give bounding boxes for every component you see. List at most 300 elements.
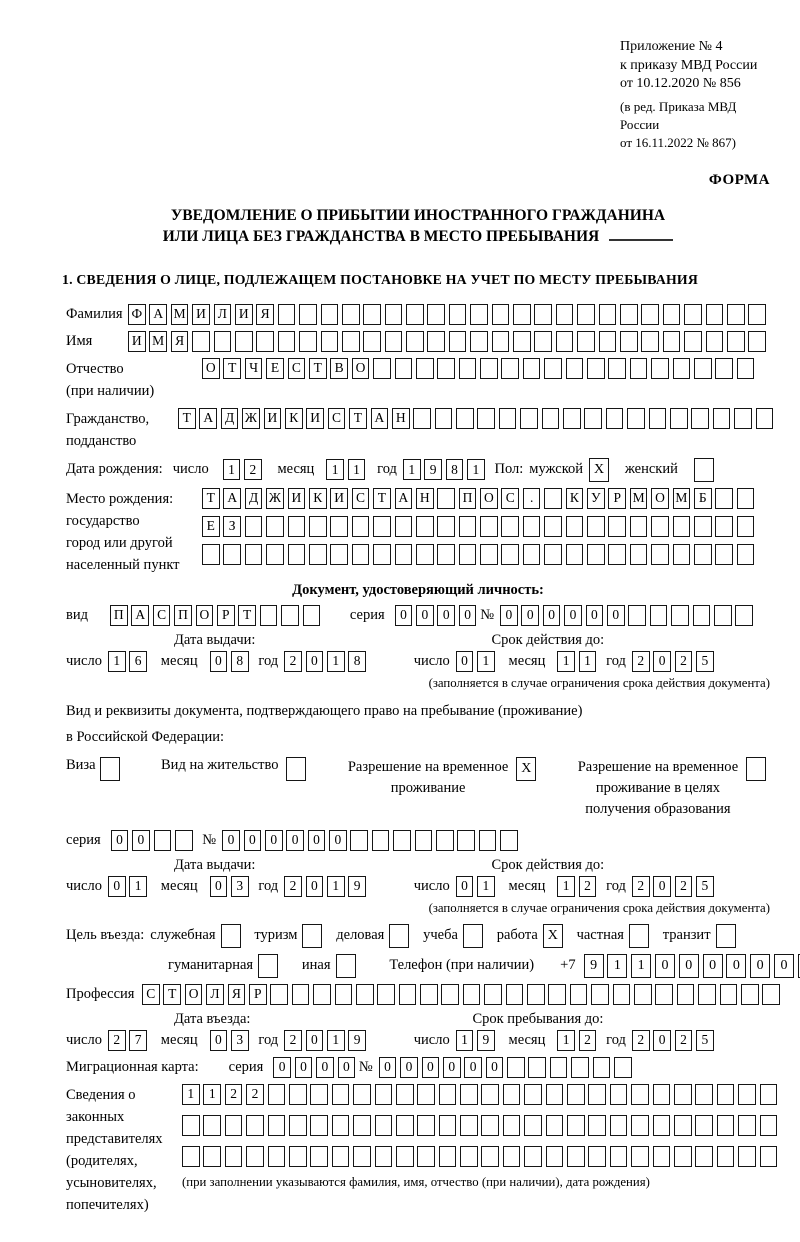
char-cell[interactable]: 1 <box>403 459 421 480</box>
char-cell[interactable] <box>548 984 566 1005</box>
char-cell[interactable]: 1 <box>607 954 627 978</box>
char-cell[interactable] <box>330 544 348 565</box>
char-cell[interactable] <box>741 984 759 1005</box>
char-cell[interactable]: 2 <box>284 1030 302 1051</box>
char-cell[interactable] <box>631 1115 649 1136</box>
char-cell[interactable] <box>221 924 241 948</box>
char-cell[interactable] <box>756 408 774 429</box>
char-cell[interactable]: С <box>501 488 519 509</box>
char-cell[interactable] <box>385 304 403 325</box>
char-cell[interactable]: 5 <box>696 1030 714 1051</box>
char-cell[interactable] <box>289 1084 307 1105</box>
char-cell[interactable]: 9 <box>424 459 442 480</box>
study-checkbox[interactable] <box>463 924 487 948</box>
doc-valid-day-boxes[interactable] <box>456 651 499 672</box>
char-cell[interactable] <box>416 516 434 537</box>
char-cell[interactable] <box>406 304 424 325</box>
char-cell[interactable]: Л <box>206 984 224 1005</box>
char-cell[interactable] <box>437 488 455 509</box>
char-cell[interactable] <box>599 304 617 325</box>
char-cell[interactable] <box>353 1115 371 1136</box>
char-cell[interactable]: 0 <box>308 830 326 851</box>
char-cell[interactable] <box>321 331 339 352</box>
char-cell[interactable] <box>501 544 519 565</box>
char-cell[interactable] <box>342 304 360 325</box>
char-cell[interactable]: 2 <box>225 1084 243 1105</box>
char-cell[interactable]: И <box>264 408 282 429</box>
char-cell[interactable]: 0 <box>210 876 228 897</box>
char-cell[interactable] <box>649 408 667 429</box>
char-cell[interactable] <box>439 1084 457 1105</box>
char-cell[interactable] <box>760 1084 778 1105</box>
char-cell[interactable]: 8 <box>231 651 249 672</box>
char-cell[interactable] <box>332 1146 350 1167</box>
char-cell[interactable] <box>506 984 524 1005</box>
char-cell[interactable] <box>375 1146 393 1167</box>
char-cell[interactable] <box>748 331 766 352</box>
char-cell[interactable] <box>614 1057 632 1078</box>
char-cell[interactable] <box>313 984 331 1005</box>
char-cell[interactable]: 1 <box>108 651 126 672</box>
char-cell[interactable] <box>567 1115 585 1136</box>
char-cell[interactable] <box>481 1115 499 1136</box>
char-cell[interactable] <box>460 1115 478 1136</box>
char-cell[interactable] <box>563 408 581 429</box>
char-cell[interactable]: 7 <box>129 1030 147 1051</box>
char-cell[interactable] <box>534 304 552 325</box>
char-cell[interactable] <box>720 984 738 1005</box>
char-cell[interactable] <box>281 605 299 626</box>
char-cell[interactable]: 2 <box>284 651 302 672</box>
char-cell[interactable] <box>507 1057 525 1078</box>
char-cell[interactable] <box>527 984 545 1005</box>
char-cell[interactable]: 0 <box>316 1057 334 1078</box>
char-cell[interactable] <box>571 1057 589 1078</box>
char-cell[interactable] <box>566 516 584 537</box>
char-cell[interactable] <box>413 408 431 429</box>
patronymic-boxes[interactable] <box>202 358 758 379</box>
char-cell[interactable]: 2 <box>108 1030 126 1051</box>
char-cell[interactable] <box>593 1057 611 1078</box>
char-cell[interactable] <box>441 984 459 1005</box>
char-cell[interactable] <box>439 1115 457 1136</box>
char-cell[interactable] <box>587 516 605 537</box>
char-cell[interactable] <box>373 516 391 537</box>
char-cell[interactable]: 1 <box>326 459 344 480</box>
char-cell[interactable]: К <box>309 488 327 509</box>
char-cell[interactable]: Я <box>228 984 246 1005</box>
char-cell[interactable] <box>459 544 477 565</box>
char-cell[interactable]: А <box>131 605 149 626</box>
char-cell[interactable] <box>457 830 475 851</box>
char-cell[interactable] <box>546 1084 564 1105</box>
char-cell[interactable] <box>716 924 736 948</box>
citizenship-boxes[interactable] <box>178 408 777 429</box>
char-cell[interactable] <box>225 1115 243 1136</box>
char-cell[interactable] <box>245 516 263 537</box>
char-cell[interactable] <box>268 1084 286 1105</box>
char-cell[interactable] <box>641 304 659 325</box>
char-cell[interactable] <box>588 1084 606 1105</box>
char-cell[interactable]: 0 <box>774 954 794 978</box>
permit-valid-year-boxes[interactable] <box>632 876 718 897</box>
char-cell[interactable] <box>520 408 538 429</box>
char-cell[interactable] <box>567 1084 585 1105</box>
char-cell[interactable]: С <box>352 488 370 509</box>
char-cell[interactable]: Е <box>266 358 284 379</box>
char-cell[interactable] <box>673 516 691 537</box>
char-cell[interactable]: А <box>395 488 413 509</box>
char-cell[interactable] <box>523 516 541 537</box>
char-cell[interactable]: И <box>235 304 253 325</box>
char-cell[interactable]: 0 <box>543 605 561 626</box>
char-cell[interactable] <box>310 1146 328 1167</box>
char-cell[interactable] <box>613 984 631 1005</box>
char-cell[interactable] <box>439 1146 457 1167</box>
char-cell[interactable] <box>256 331 274 352</box>
char-cell[interactable] <box>713 408 731 429</box>
char-cell[interactable] <box>606 408 624 429</box>
stay-year-boxes[interactable] <box>632 1030 718 1051</box>
char-cell[interactable]: Ж <box>242 408 260 429</box>
char-cell[interactable]: 0 <box>306 651 324 672</box>
char-cell[interactable] <box>737 358 755 379</box>
char-cell[interactable]: Т <box>178 408 196 429</box>
char-cell[interactable]: Е <box>202 516 220 537</box>
char-cell[interactable]: 2 <box>675 1030 693 1051</box>
char-cell[interactable] <box>214 331 232 352</box>
char-cell[interactable]: М <box>673 488 691 509</box>
char-cell[interactable] <box>674 1146 692 1167</box>
char-cell[interactable] <box>546 1115 564 1136</box>
char-cell[interactable] <box>695 1146 713 1167</box>
char-cell[interactable] <box>610 1146 628 1167</box>
char-cell[interactable] <box>321 304 339 325</box>
char-cell[interactable]: Л <box>214 304 232 325</box>
char-cell[interactable] <box>182 1146 200 1167</box>
char-cell[interactable]: . <box>523 488 541 509</box>
char-cell[interactable]: Д <box>245 488 263 509</box>
business-checkbox[interactable] <box>389 924 413 948</box>
char-cell[interactable]: Б <box>694 488 712 509</box>
char-cell[interactable] <box>587 544 605 565</box>
char-cell[interactable] <box>309 516 327 537</box>
char-cell[interactable] <box>663 304 681 325</box>
char-cell[interactable]: С <box>142 984 160 1005</box>
char-cell[interactable]: А <box>199 408 217 429</box>
char-cell[interactable] <box>620 331 638 352</box>
char-cell[interactable] <box>278 331 296 352</box>
char-cell[interactable] <box>694 516 712 537</box>
char-cell[interactable]: 2 <box>675 876 693 897</box>
char-cell[interactable] <box>738 1146 756 1167</box>
sex-male-checkbox[interactable] <box>589 458 613 482</box>
char-cell[interactable] <box>470 331 488 352</box>
char-cell[interactable]: 1 <box>182 1084 200 1105</box>
char-cell[interactable]: 0 <box>379 1057 397 1078</box>
char-cell[interactable]: 5 <box>696 876 714 897</box>
char-cell[interactable] <box>258 954 278 978</box>
char-cell[interactable] <box>714 605 732 626</box>
char-cell[interactable] <box>332 1115 350 1136</box>
char-cell[interactable] <box>481 1084 499 1105</box>
char-cell[interactable]: 0 <box>653 876 671 897</box>
char-cell[interactable] <box>651 358 669 379</box>
char-cell[interactable]: 6 <box>129 651 147 672</box>
char-cell[interactable] <box>599 331 617 352</box>
char-cell[interactable]: Я <box>256 304 274 325</box>
char-cell[interactable]: 0 <box>132 830 150 851</box>
entry-day-boxes[interactable] <box>108 1030 151 1051</box>
char-cell[interactable]: 0 <box>456 651 474 672</box>
char-cell[interactable]: 2 <box>244 459 262 480</box>
char-cell[interactable] <box>663 331 681 352</box>
char-cell[interactable] <box>395 544 413 565</box>
char-cell[interactable] <box>260 605 278 626</box>
temp-residence-checkbox[interactable] <box>516 757 540 781</box>
char-cell[interactable] <box>610 1084 628 1105</box>
char-cell[interactable] <box>760 1146 778 1167</box>
char-cell[interactable] <box>737 516 755 537</box>
char-cell[interactable] <box>627 408 645 429</box>
char-cell[interactable] <box>513 304 531 325</box>
char-cell[interactable] <box>588 1115 606 1136</box>
char-cell[interactable] <box>399 984 417 1005</box>
doc-valid-year-boxes[interactable] <box>632 651 718 672</box>
char-cell[interactable]: 1 <box>327 1030 345 1051</box>
char-cell[interactable]: М <box>149 331 167 352</box>
birthplace-boxes-row1[interactable] <box>202 488 758 509</box>
char-cell[interactable] <box>460 1084 478 1105</box>
char-cell[interactable]: А <box>223 488 241 509</box>
char-cell[interactable] <box>336 954 356 978</box>
char-cell[interactable] <box>760 1115 778 1136</box>
char-cell[interactable] <box>393 830 411 851</box>
char-cell[interactable]: С <box>288 358 306 379</box>
birth-day-boxes[interactable] <box>223 459 266 480</box>
char-cell[interactable]: 0 <box>653 1030 671 1051</box>
profession-boxes[interactable] <box>142 984 784 1005</box>
char-cell[interactable] <box>650 605 668 626</box>
char-cell[interactable] <box>100 757 120 781</box>
char-cell[interactable]: Н <box>416 488 434 509</box>
char-cell[interactable] <box>630 516 648 537</box>
permit-number-boxes[interactable] <box>222 830 521 851</box>
char-cell[interactable] <box>417 1084 435 1105</box>
char-cell[interactable] <box>480 516 498 537</box>
char-cell[interactable] <box>353 1146 371 1167</box>
char-cell[interactable]: 2 <box>675 651 693 672</box>
char-cell[interactable] <box>629 924 649 948</box>
char-cell[interactable] <box>352 516 370 537</box>
char-cell[interactable]: 0 <box>564 605 582 626</box>
char-cell[interactable] <box>588 1146 606 1167</box>
char-cell[interactable]: 0 <box>265 830 283 851</box>
char-cell[interactable] <box>299 331 317 352</box>
char-cell[interactable] <box>694 544 712 565</box>
char-cell[interactable] <box>641 331 659 352</box>
char-cell[interactable] <box>310 1084 328 1105</box>
char-cell[interactable] <box>653 1115 671 1136</box>
char-cell[interactable]: 1 <box>557 876 575 897</box>
char-cell[interactable]: 0 <box>607 605 625 626</box>
permit-issue-year-boxes[interactable] <box>284 876 370 897</box>
char-cell[interactable]: К <box>285 408 303 429</box>
char-cell[interactable]: 0 <box>210 1030 228 1051</box>
char-cell[interactable] <box>631 1146 649 1167</box>
char-cell[interactable] <box>435 408 453 429</box>
char-cell[interactable] <box>655 984 673 1005</box>
doc-kind-boxes[interactable] <box>110 605 324 626</box>
char-cell[interactable] <box>651 544 669 565</box>
char-cell[interactable]: 0 <box>437 605 455 626</box>
char-cell[interactable]: 2 <box>579 876 597 897</box>
char-cell[interactable]: 2 <box>246 1084 264 1105</box>
stay-month-boxes[interactable] <box>557 1030 600 1051</box>
char-cell[interactable] <box>653 1084 671 1105</box>
char-cell[interactable] <box>727 304 745 325</box>
char-cell[interactable] <box>463 984 481 1005</box>
char-cell[interactable] <box>330 516 348 537</box>
char-cell[interactable] <box>524 1146 542 1167</box>
char-cell[interactable] <box>182 1115 200 1136</box>
char-cell[interactable]: И <box>128 331 146 352</box>
char-cell[interactable] <box>677 984 695 1005</box>
char-cell[interactable] <box>335 984 353 1005</box>
char-cell[interactable] <box>695 1115 713 1136</box>
char-cell[interactable]: 0 <box>703 954 723 978</box>
surname-boxes[interactable] <box>128 304 770 325</box>
char-cell[interactable] <box>463 924 483 948</box>
char-cell[interactable]: 0 <box>500 605 518 626</box>
char-cell[interactable]: 0 <box>464 1057 482 1078</box>
char-cell[interactable] <box>484 984 502 1005</box>
char-cell[interactable] <box>691 408 709 429</box>
char-cell[interactable] <box>373 544 391 565</box>
char-cell[interactable] <box>353 1084 371 1105</box>
visa-checkbox[interactable] <box>100 757 124 781</box>
char-cell[interactable] <box>415 830 433 851</box>
char-cell[interactable]: 0 <box>108 876 126 897</box>
char-cell[interactable] <box>608 516 626 537</box>
char-cell[interactable] <box>684 304 702 325</box>
char-cell[interactable] <box>372 830 390 851</box>
char-cell[interactable] <box>715 488 733 509</box>
char-cell[interactable] <box>673 544 691 565</box>
temp-residence-edu-checkbox[interactable] <box>746 757 770 781</box>
char-cell[interactable] <box>373 358 391 379</box>
char-cell[interactable] <box>727 331 745 352</box>
permit-issue-month-boxes[interactable] <box>210 876 253 897</box>
char-cell[interactable]: С <box>328 408 346 429</box>
official-checkbox[interactable] <box>221 924 245 948</box>
char-cell[interactable]: 0 <box>750 954 770 978</box>
char-cell[interactable] <box>738 1084 756 1105</box>
mig-series-boxes[interactable] <box>273 1057 359 1078</box>
doc-issue-month-boxes[interactable] <box>210 651 253 672</box>
birthplace-boxes-row3[interactable] <box>202 544 758 565</box>
char-cell[interactable]: Р <box>249 984 267 1005</box>
char-cell[interactable] <box>550 1057 568 1078</box>
char-cell[interactable]: X <box>543 924 563 948</box>
tourism-checkbox[interactable] <box>302 924 326 948</box>
char-cell[interactable]: 2 <box>632 1030 650 1051</box>
char-cell[interactable] <box>245 544 263 565</box>
char-cell[interactable] <box>628 605 646 626</box>
residence-permit-checkbox[interactable] <box>286 757 310 781</box>
char-cell[interactable]: Ч <box>245 358 263 379</box>
char-cell[interactable]: Т <box>223 358 241 379</box>
char-cell[interactable] <box>235 331 253 352</box>
char-cell[interactable] <box>492 304 510 325</box>
char-cell[interactable]: 1 <box>557 1030 575 1051</box>
char-cell[interactable]: Т <box>238 605 256 626</box>
guardians-boxes-row3[interactable] <box>182 1146 781 1167</box>
char-cell[interactable] <box>479 830 497 851</box>
char-cell[interactable]: 0 <box>273 1057 291 1078</box>
char-cell[interactable] <box>674 1115 692 1136</box>
char-cell[interactable] <box>591 984 609 1005</box>
char-cell[interactable] <box>694 458 714 482</box>
char-cell[interactable] <box>350 830 368 851</box>
char-cell[interactable] <box>356 984 374 1005</box>
char-cell[interactable]: 0 <box>416 605 434 626</box>
char-cell[interactable] <box>501 516 519 537</box>
char-cell[interactable]: И <box>330 488 348 509</box>
char-cell[interactable] <box>501 358 519 379</box>
char-cell[interactable] <box>556 331 574 352</box>
char-cell[interactable]: 1 <box>467 459 485 480</box>
char-cell[interactable]: 1 <box>348 459 366 480</box>
char-cell[interactable] <box>737 544 755 565</box>
char-cell[interactable]: 1 <box>327 651 345 672</box>
char-cell[interactable]: А <box>149 304 167 325</box>
char-cell[interactable] <box>427 331 445 352</box>
char-cell[interactable] <box>460 1146 478 1167</box>
char-cell[interactable] <box>395 516 413 537</box>
char-cell[interactable] <box>288 516 306 537</box>
char-cell[interactable]: О <box>185 984 203 1005</box>
char-cell[interactable] <box>695 1084 713 1105</box>
char-cell[interactable]: 3 <box>231 876 249 897</box>
entry-month-boxes[interactable] <box>210 1030 253 1051</box>
char-cell[interactable] <box>389 924 409 948</box>
char-cell[interactable] <box>154 830 172 851</box>
char-cell[interactable] <box>608 544 626 565</box>
char-cell[interactable] <box>342 331 360 352</box>
char-cell[interactable] <box>302 924 322 948</box>
char-cell[interactable]: 0 <box>726 954 746 978</box>
char-cell[interactable] <box>544 358 562 379</box>
char-cell[interactable]: 0 <box>521 605 539 626</box>
char-cell[interactable] <box>523 544 541 565</box>
char-cell[interactable]: 0 <box>456 876 474 897</box>
char-cell[interactable] <box>266 544 284 565</box>
char-cell[interactable] <box>748 304 766 325</box>
char-cell[interactable] <box>608 358 626 379</box>
char-cell[interactable] <box>309 544 327 565</box>
char-cell[interactable] <box>630 544 648 565</box>
phone-boxes[interactable] <box>584 954 800 978</box>
char-cell[interactable] <box>363 304 381 325</box>
char-cell[interactable] <box>693 605 711 626</box>
work-checkbox[interactable] <box>543 924 567 948</box>
private-checkbox[interactable] <box>629 924 653 948</box>
char-cell[interactable]: М <box>630 488 648 509</box>
char-cell[interactable]: 8 <box>348 651 366 672</box>
char-cell[interactable] <box>288 544 306 565</box>
char-cell[interactable] <box>738 1115 756 1136</box>
